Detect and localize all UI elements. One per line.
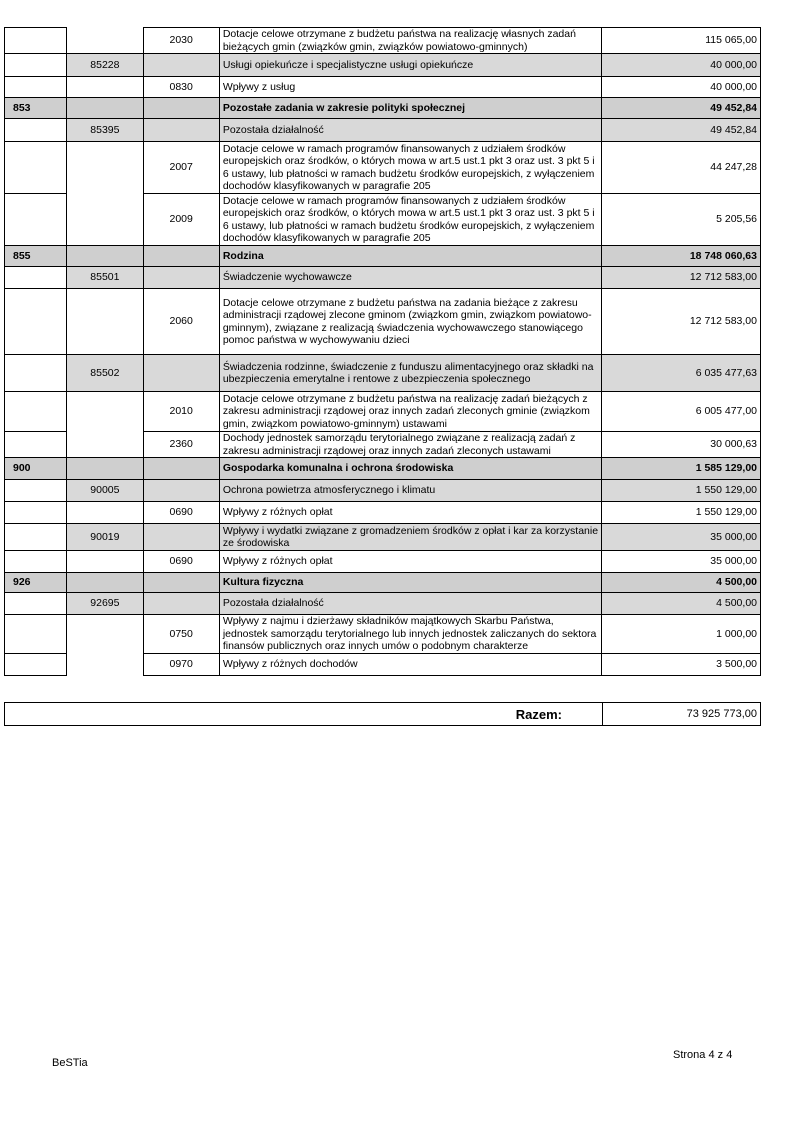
- chapter-code-cell: 85395: [67, 119, 143, 142]
- description-cell: Wpływy z najmu i dzierżawy składników majątkowych Skarbu Państwa, jednostek samorządu terytorialnego lub innych jednostek zaliczanych do sektora finansów publicznych oraz innych umów o podobnym charakterze: [219, 615, 602, 654]
- description-cell: Rodzina: [219, 246, 602, 267]
- paragraph-code-cell: [143, 524, 219, 551]
- section-code-cell: [5, 432, 67, 458]
- amount-cell: 40 000,00: [602, 54, 761, 77]
- chapter-row: [5, 355, 761, 392]
- paragraph-row: [5, 654, 761, 676]
- amount-cell: 4 500,00: [602, 573, 761, 593]
- description-cell: Wpływy z różnych opłat: [219, 551, 602, 573]
- amount-cell: 3 500,00: [602, 654, 761, 676]
- chapter-code-cell: [67, 458, 143, 480]
- section-code-cell: [5, 77, 67, 98]
- description-cell: Wpływy i wydatki związane z gromadzeniem środków z opłat i kar za korzystanie ze środowiska: [219, 524, 602, 551]
- paragraph-row: [5, 551, 761, 573]
- paragraph-code-cell: 2360: [143, 432, 219, 458]
- amount-cell: 12 712 583,00: [602, 289, 761, 355]
- footer-software-name: BeSTia: [52, 1057, 88, 1069]
- section-row: [5, 246, 761, 267]
- chapter-code-cell: 92695: [67, 593, 143, 615]
- description-cell: Wpływy z usług: [219, 77, 602, 98]
- amount-cell: 6 005 477,00: [602, 392, 761, 432]
- section-row: [5, 458, 761, 480]
- paragraph-code-cell: [143, 246, 219, 267]
- paragraph-code-cell: [143, 593, 219, 615]
- description-cell: Dochody jednostek samorządu terytorialnego związane z realizacją zadań z zakresu administracji rządowej oraz innych zadań zleconych ustawami: [219, 432, 602, 458]
- amount-cell: 1 585 129,00: [602, 458, 761, 480]
- description-cell: Świadczenia rodzinne, świadczenie z funduszu alimentacyjnego oraz składki na ubezpieczenia emerytalne i rentowe z ubezpieczenia społecznego: [219, 355, 602, 392]
- paragraph-code-cell: [143, 267, 219, 289]
- description-cell: Ochrona powietrza atmosferycznego i klimatu: [219, 480, 602, 502]
- total-amount: 73 925 773,00: [603, 703, 761, 726]
- chapter-code-cell: [67, 246, 143, 267]
- paragraph-code-cell: 0690: [143, 502, 219, 524]
- amount-cell: 115 065,00: [602, 28, 761, 54]
- section-code-cell: 853: [5, 98, 67, 119]
- paragraph-code-cell: 0830: [143, 77, 219, 98]
- section-code-cell: [5, 355, 67, 392]
- description-cell: Dotacje celowe otrzymane z budżetu państwa na zadania bieżące z zakresu administracji rządowej zlecone gminom (związkom gmin, związkom powiatowo-gminnym), związane z realizacją świadczenia wychowawczego stanowiącego pomoc państwa w wychowywaniu dzieci: [219, 289, 602, 355]
- paragraph-code-cell: 0690: [143, 551, 219, 573]
- budget-table-body: [5, 28, 761, 676]
- description-cell: Pozostałe zadania w zakresie polityki społecznej: [219, 98, 602, 119]
- chapter-code-cell: [67, 551, 143, 573]
- amount-cell: 4 500,00: [602, 593, 761, 615]
- paragraph-row: [5, 77, 761, 98]
- description-cell: Dotacje celowe otrzymane z budżetu państwa na realizację własnych zadań bieżących gmin (związków gmin, związków powiatowo-gminnych): [219, 28, 602, 54]
- section-code-cell: [5, 654, 67, 676]
- chapter-code-cell: [67, 654, 143, 676]
- section-code-cell: [5, 28, 67, 54]
- total-row: [5, 703, 761, 726]
- paragraph-code-cell: [143, 98, 219, 119]
- chapter-row: [5, 267, 761, 289]
- section-code-cell: [5, 119, 67, 142]
- paragraph-code-cell: 0750: [143, 615, 219, 654]
- chapter-row: [5, 119, 761, 142]
- section-code-cell: [5, 267, 67, 289]
- section-code-cell: [5, 142, 67, 194]
- amount-cell: 6 035 477,63: [602, 355, 761, 392]
- paragraph-code-cell: 2030: [143, 28, 219, 54]
- paragraph-row: [5, 194, 761, 246]
- paragraph-code-cell: [143, 458, 219, 480]
- section-code-cell: [5, 615, 67, 654]
- section-code-cell: [5, 194, 67, 246]
- chapter-row: [5, 593, 761, 615]
- chapter-code-cell: 85228: [67, 54, 143, 77]
- chapter-code-cell: [67, 432, 143, 458]
- amount-cell: 35 000,00: [602, 551, 761, 573]
- chapter-row: [5, 480, 761, 502]
- description-cell: Pozostała działalność: [219, 119, 602, 142]
- description-cell: Pozostała działalność: [219, 593, 602, 615]
- amount-cell: 1 550 129,00: [602, 480, 761, 502]
- paragraph-code-cell: [143, 355, 219, 392]
- total-table: [4, 702, 761, 726]
- description-cell: Kultura fizyczna: [219, 573, 602, 593]
- paragraph-code-cell: 2009: [143, 194, 219, 246]
- chapter-code-cell: 85502: [67, 355, 143, 392]
- amount-cell: 49 452,84: [602, 119, 761, 142]
- description-cell: Dotacje celowe w ramach programów finansowanych z udziałem środków europejskich oraz środków, o których mowa w art.5 ust.1 pkt 3 oraz ust. 3 pkt 5 i 6 ustawy, lub płatności w ramach budżetu środków europejskich, z wyłączeniem dochodów klasyfikowanych w paragrafie 205: [219, 142, 602, 194]
- paragraph-row: [5, 142, 761, 194]
- section-code-cell: [5, 502, 67, 524]
- amount-cell: 12 712 583,00: [602, 267, 761, 289]
- section-code-cell: 900: [5, 458, 67, 480]
- paragraph-code-cell: 2007: [143, 142, 219, 194]
- amount-cell: 1 550 129,00: [602, 502, 761, 524]
- description-cell: Wpływy z różnych dochodów: [219, 654, 602, 676]
- section-code-cell: [5, 480, 67, 502]
- section-code-cell: [5, 392, 67, 432]
- section-row: [5, 98, 761, 119]
- section-row: [5, 573, 761, 593]
- amount-cell: 30 000,63: [602, 432, 761, 458]
- amount-cell: 1 000,00: [602, 615, 761, 654]
- chapter-code-cell: [67, 28, 143, 54]
- amount-cell: 5 205,56: [602, 194, 761, 246]
- section-code-cell: 926: [5, 573, 67, 593]
- amount-cell: 40 000,00: [602, 77, 761, 98]
- section-code-cell: 855: [5, 246, 67, 267]
- chapter-code-cell: 90019: [67, 524, 143, 551]
- section-code-cell: [5, 551, 67, 573]
- section-code-cell: [5, 593, 67, 615]
- chapter-code-cell: [67, 615, 143, 654]
- paragraph-code-cell: 2010: [143, 392, 219, 432]
- paragraph-row: [5, 615, 761, 654]
- description-cell: Wpływy z różnych opłat: [219, 502, 602, 524]
- paragraph-code-cell: [143, 54, 219, 77]
- description-cell: Gospodarka komunalna i ochrona środowiska: [219, 458, 602, 480]
- chapter-code-cell: [67, 289, 143, 355]
- chapter-code-cell: [67, 77, 143, 98]
- total-label: Razem:: [5, 703, 603, 726]
- paragraph-code-cell: [143, 119, 219, 142]
- paragraph-code-cell: 2060: [143, 289, 219, 355]
- description-cell: Dotacje celowe w ramach programów finansowanych z udziałem środków europejskich oraz środków, o których mowa w art.5 ust.1 pkt 3 oraz ust. 3 pkt 5 i 6 ustawy, lub płatności w ramach budżetu środków europejskich, z wyłączeniem dochodów klasyfikowanych w paragrafie 205: [219, 194, 602, 246]
- amount-cell: 44 247,28: [602, 142, 761, 194]
- paragraph-code-cell: 0970: [143, 654, 219, 676]
- amount-cell: 49 452,84: [602, 98, 761, 119]
- chapter-code-cell: [67, 392, 143, 432]
- budget-table: [4, 27, 761, 676]
- paragraph-code-cell: [143, 573, 219, 593]
- paragraph-row: [5, 392, 761, 432]
- chapter-code-cell: [67, 194, 143, 246]
- chapter-code-cell: [67, 142, 143, 194]
- amount-cell: 35 000,00: [602, 524, 761, 551]
- chapter-code-cell: [67, 573, 143, 593]
- section-code-cell: [5, 524, 67, 551]
- footer-page-number: Strona 4 z 4: [673, 1049, 733, 1061]
- description-cell: Usługi opiekuńcze i specjalistyczne usługi opiekuńcze: [219, 54, 602, 77]
- chapter-code-cell: [67, 98, 143, 119]
- description-cell: Dotacje celowe otrzymane z budżetu państwa na realizację zadań bieżących z zakresu administracji rządowej oraz innych zadań zleconych gminie (związkom gmin, związkom powiatowo-gminnym) ustawami: [219, 392, 602, 432]
- chapter-code-cell: [67, 502, 143, 524]
- section-code-cell: [5, 54, 67, 77]
- paragraph-row: [5, 432, 761, 458]
- paragraph-row: [5, 502, 761, 524]
- paragraph-row: [5, 28, 761, 54]
- chapter-row: [5, 524, 761, 551]
- chapter-row: [5, 54, 761, 77]
- description-cell: Świadczenie wychowawcze: [219, 267, 602, 289]
- paragraph-code-cell: [143, 480, 219, 502]
- amount-cell: 18 748 060,63: [602, 246, 761, 267]
- paragraph-row: [5, 289, 761, 355]
- chapter-code-cell: 90005: [67, 480, 143, 502]
- chapter-code-cell: 85501: [67, 267, 143, 289]
- section-code-cell: [5, 289, 67, 355]
